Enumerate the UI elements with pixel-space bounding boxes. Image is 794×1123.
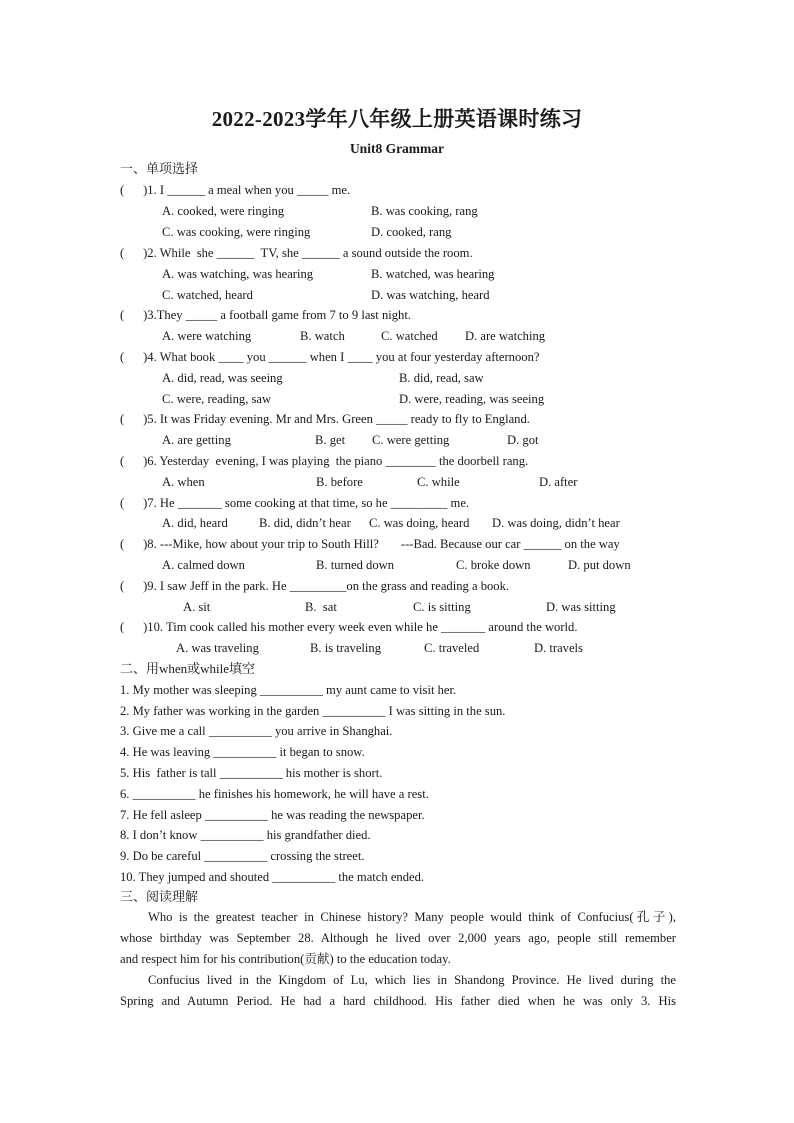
- question-2-stem: ( )2. While she ______ TV, she ______ a sound outside the room.: [120, 246, 473, 260]
- question-7-option-d: D. was doing, didn’t hear: [492, 516, 620, 530]
- question-4-option-d: D. were, reading, was seeing: [399, 392, 545, 406]
- question-2-option-b: B. watched, was hearing: [371, 267, 495, 281]
- fill-in-item-8: 8. I don’t know __________ his grandfather died.: [120, 828, 371, 842]
- question-9-stem: ( )9. I saw Jeff in the park. He _________on the grass and reading a book.: [120, 579, 510, 593]
- question-8-option-c: C. broke down: [456, 558, 531, 572]
- question-3-option-b: B. watch: [300, 329, 345, 343]
- question-4-option-b: B. did, read, saw: [399, 371, 484, 385]
- fill-in-item-7: 7. He fell asleep __________ he was reading the newspaper.: [120, 808, 425, 822]
- question-1-option-a: A. cooked, were ringing: [162, 204, 285, 218]
- question-7-option-b: B. did, didn’t hear: [259, 516, 351, 530]
- section-heading-reading: 三、阅读理解: [120, 889, 199, 904]
- page-subtitle: Unit8 Grammar: [349, 141, 445, 156]
- page-title: 2022-2023学年八年级上册英语课时练习: [211, 107, 583, 131]
- fill-in-item-1: 1. My mother was sleeping __________ my aunt came to visit her.: [120, 683, 457, 697]
- question-5-stem: ( )5. It was Friday evening. Mr and Mrs. Green _____ ready to fly to England.: [120, 412, 530, 426]
- question-10-option-d: D. travels: [534, 641, 583, 655]
- fill-in-item-4: 4. He was leaving __________ it began to snow.: [120, 745, 365, 759]
- section-heading-fill-in: 二、用when或while填空: [120, 661, 256, 676]
- question-8-stem: ( )8. ---Mike, how about your trip to South Hill? ---Bad. Because our car ______ on the way: [120, 537, 620, 551]
- fill-in-item-5: 5. His father is tall __________ his mother is short.: [120, 766, 383, 780]
- fill-in-item-3: 3. Give me a call __________ you arrive in Shanghai.: [120, 724, 393, 738]
- question-3-option-a: A. were watching: [162, 329, 252, 343]
- question-4-option-a: A. did, read, was seeing: [162, 371, 283, 385]
- question-4-stem: ( )4. What book ____ you ______ when I ____ you at four yesterday afternoon?: [120, 350, 540, 364]
- question-6-option-c: C. while: [417, 475, 460, 489]
- question-1-option-b: B. was cooking, rang: [371, 204, 478, 218]
- fill-in-item-9: 9. Do be careful __________ crossing the street.: [120, 849, 365, 863]
- question-1-option-c: C. was cooking, were ringing: [162, 225, 311, 239]
- question-2-option-a: A. was watching, was hearing: [162, 267, 314, 281]
- question-10-option-c: C. traveled: [424, 641, 480, 655]
- question-9-option-c: C. is sitting: [413, 600, 471, 614]
- question-8-option-d: D. put down: [568, 558, 631, 572]
- question-3-option-c: C. watched: [381, 329, 438, 343]
- question-7-stem: ( )7. He _______ some cooking at that time, so he _________ me.: [120, 496, 470, 510]
- question-6-stem: ( )6. Yesterday evening, I was playing the piano ________ the doorbell rang.: [120, 454, 529, 468]
- reading-p2-line-2: Spring and Autumn Period. He had a hard childhood. His father died when he was only 3. His: [120, 994, 676, 1008]
- question-10-option-b: B. is traveling: [310, 641, 382, 655]
- question-8-option-a: A. calmed down: [162, 558, 245, 572]
- question-6-option-b: B. before: [316, 475, 363, 489]
- question-10-stem: ( )10. Tim cook called his mother every week even while he _______ around the world.: [120, 620, 578, 634]
- question-6-option-d: D. after: [539, 475, 578, 489]
- fill-in-item-10: 10. They jumped and shouted __________ the match ended.: [120, 870, 425, 884]
- question-5-option-a: A. are getting: [162, 433, 231, 447]
- question-5-option-c: C. were getting: [372, 433, 450, 447]
- question-9-option-b: B. sat: [305, 600, 337, 614]
- question-9-option-a: A. sit: [183, 600, 211, 614]
- question-2-option-d: D. was watching, heard: [371, 288, 490, 302]
- question-10-option-a: A. was traveling: [176, 641, 259, 655]
- question-5-option-b: B. get: [315, 433, 346, 447]
- question-2-option-c: C. watched, heard: [162, 288, 253, 302]
- question-4-option-c: C. were, reading, saw: [162, 392, 272, 406]
- question-7-option-c: C. was doing, heard: [369, 516, 470, 530]
- reading-p1-line-2: whose birthday was September 28. Although he lived over 2,000 years ago, people still remember: [120, 931, 676, 945]
- reading-p2-line-1: Confucius lived in the Kingdom of Lu, which lies in Shandong Province. He lived during the: [148, 973, 676, 987]
- reading-p1-line-1: Who is the greatest teacher in Chinese history? Many people would think of Confucius(孔子),: [148, 910, 676, 924]
- question-3-stem: ( )3.They _____ a football game from 7 to 9 last night.: [120, 308, 411, 322]
- question-1-option-d: D. cooked, rang: [371, 225, 452, 239]
- question-8-option-b: B. turned down: [316, 558, 395, 572]
- fill-in-item-6: 6. __________ he finishes his homework, he will have a rest.: [120, 787, 429, 801]
- question-5-option-d: D. got: [507, 433, 539, 447]
- reading-p1-line-3: and respect him for his contribution(贡献) to the education today.: [120, 952, 451, 966]
- question-6-option-a: A. when: [162, 475, 205, 489]
- question-1-stem: ( )1. I ______ a meal when you _____ me.: [120, 183, 351, 197]
- section-heading-multiple-choice: 一、单项选择: [120, 161, 199, 176]
- question-9-option-d: D. was sitting: [546, 600, 616, 614]
- question-3-option-d: D. are watching: [465, 329, 546, 343]
- question-7-option-a: A. did, heard: [162, 516, 228, 530]
- reading-paragraph-2: [120, 970, 676, 1012]
- fill-in-item-2: 2. My father was working in the garden __________ I was sitting in the sun.: [120, 704, 506, 718]
- reading-paragraph-1: [120, 907, 676, 970]
